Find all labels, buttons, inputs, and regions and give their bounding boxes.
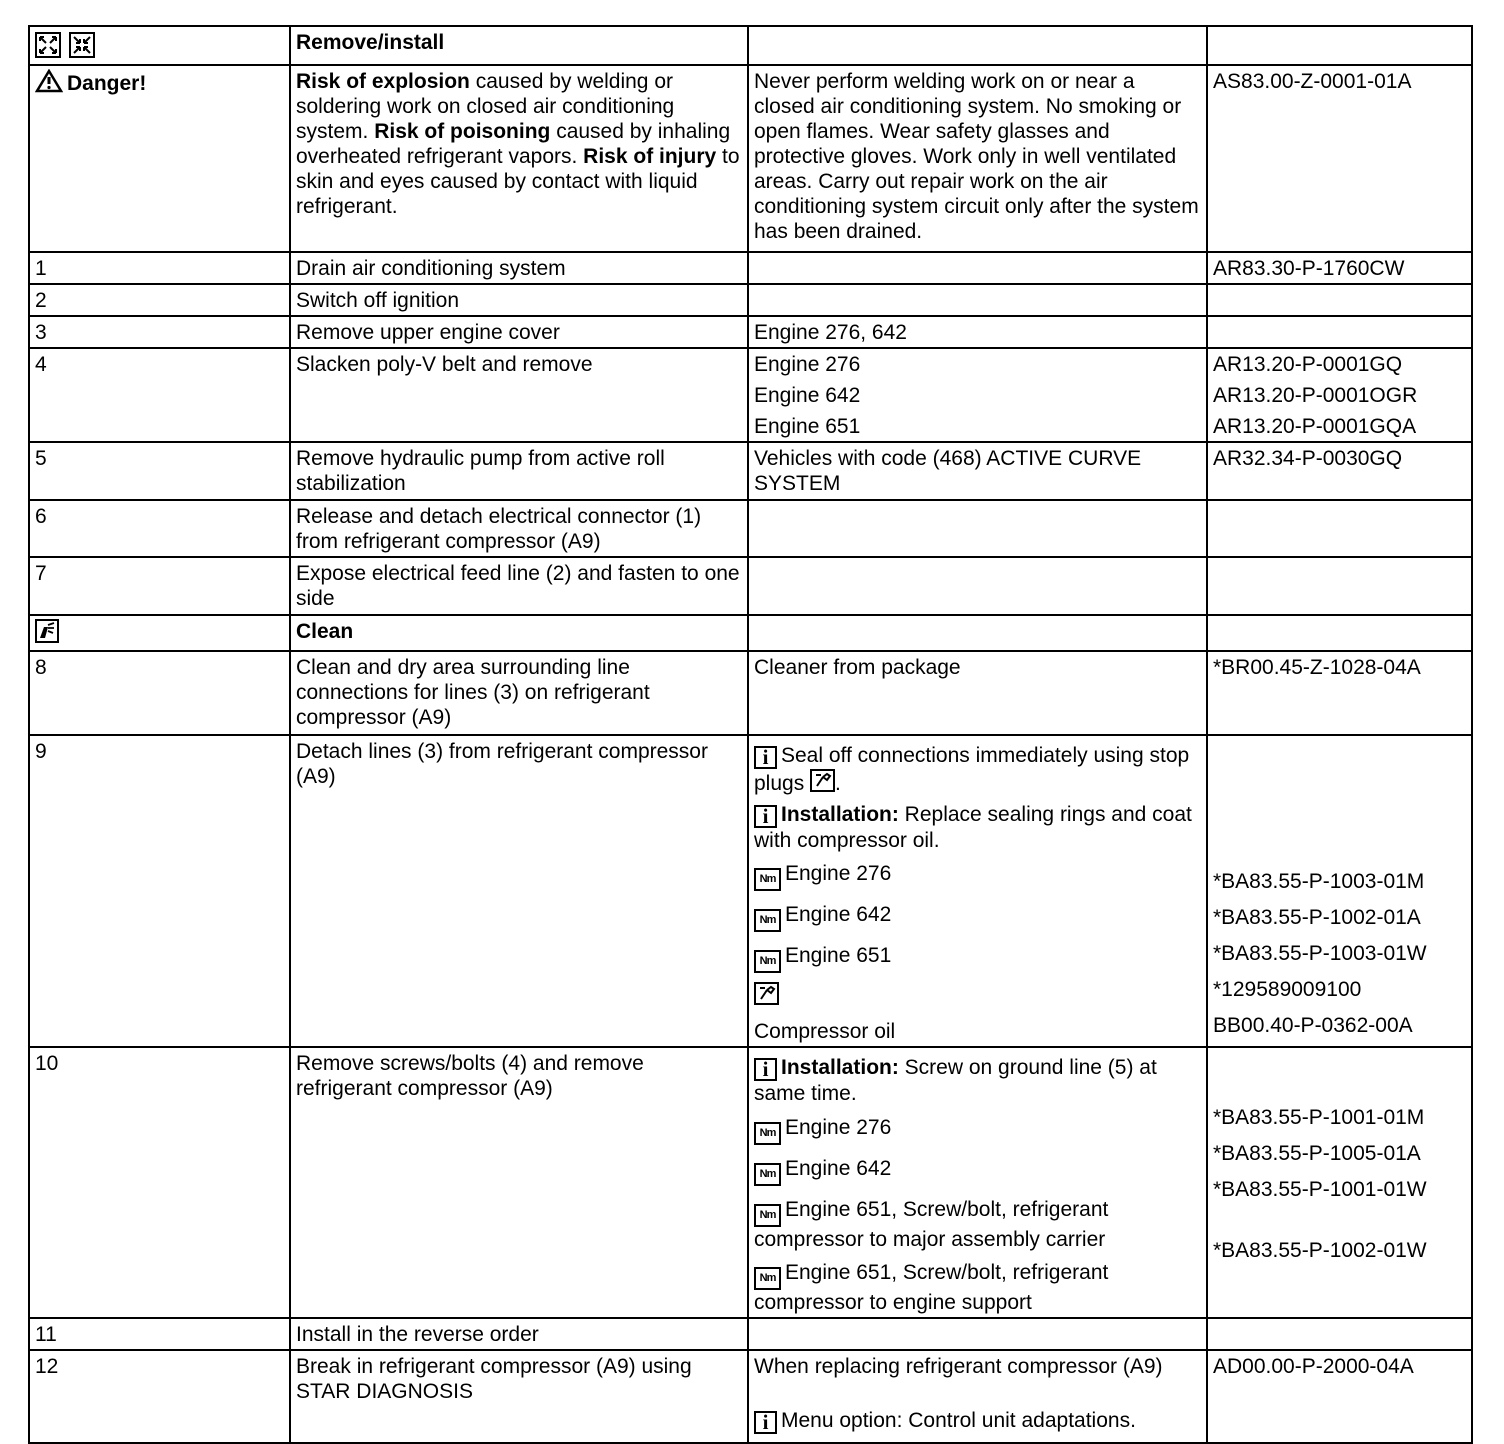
installation-label: Installation:: [781, 803, 899, 826]
step-note: Compressor oil: [754, 1020, 896, 1043]
doc-reference: AR83.30-P-1760CW: [1213, 257, 1405, 280]
info-text: Replace sealing rings and coat with compressor oil.: [754, 803, 1192, 852]
torque-note: Engine 642: [785, 903, 892, 926]
info-icon: i: [754, 805, 777, 828]
step-number: 3: [35, 321, 47, 344]
doc-reference: AR13.20-P-0001GQ: [1213, 353, 1403, 376]
step-text: Drain air conditioning system: [296, 257, 566, 280]
doc-reference: *129589009100: [1213, 978, 1362, 1001]
step-text: Detach lines (3) from refrigerant compressor (A9): [296, 740, 708, 788]
torque-icon: Nm: [754, 1122, 781, 1145]
doc-reference: *BA83.55-P-1001-01W: [1213, 1178, 1427, 1201]
info-icon: i: [754, 1058, 777, 1081]
step-number: 12: [35, 1355, 59, 1378]
torque-note: Engine 651: [785, 944, 892, 967]
step-text: Slacken poly-V belt and remove: [296, 353, 593, 376]
hazard-title: Risk of poisoning: [374, 120, 551, 143]
table-row: [29, 252, 1472, 284]
table-row: [29, 1350, 1472, 1443]
torque-icon: Nm: [754, 1163, 781, 1186]
step-number: 5: [35, 447, 47, 470]
doc-reference: *BA83.55-P-1001-01M: [1213, 1106, 1425, 1129]
step-text: Remove screws/bolts (4) and remove refrigerant compressor (A9): [296, 1052, 644, 1100]
stop-plug-tool-icon: [810, 769, 835, 792]
step-note: Vehicles with code (468) ACTIVE CURVE SYSTEM: [754, 447, 1142, 495]
procedure-table: [28, 25, 1473, 1444]
installation-label: Installation:: [781, 1056, 899, 1079]
doc-reference: AR32.34-P-0030GQ: [1213, 447, 1403, 470]
step-note: When replacing refrigerant compressor (A9): [754, 1355, 1163, 1378]
hazard-text: caused by welding or soldering work on closed air conditioning system.: [296, 70, 675, 143]
doc-reference: AD00.00-P-2000-04A: [1213, 1355, 1414, 1378]
step-note: Engine 276, 642: [754, 321, 907, 344]
table-row: 9 Detach lines (3) from refrigerant compressor (A9) i Seal off connections immediately using stop plugs . i Installation: Replace sealing rings and coat with compressor oil. Nm Engine 276 Nm Engine 642 Nm Engine 651 Compressor oil *BA83.55-P-1003-01M *BA83.55-P-1002-01A *BA83.55-P-1003-01W *129589009100 BB00.40-P-0362-00A: [29, 735, 1472, 1047]
info-text: Seal off connections immediately using stop plugs: [754, 744, 1190, 795]
warning-triangle-icon: [35, 69, 63, 99]
step-text: Remove hydraulic pump from active roll stabilization: [296, 447, 665, 495]
table-row: [29, 1047, 1472, 1318]
danger-measures: Never perform welding work on or near a closed air conditioning system. No smoking or open flames. Wear safety glasses and protective gloves. Work only in well ventilated areas. Carry out repair work on the air conditioning system circuit only after the system has been drained.: [754, 70, 1199, 243]
doc-reference: AS83.00-Z-0001-01A: [1213, 70, 1412, 93]
danger-row: [29, 65, 1472, 252]
torque-icon: Nm: [754, 868, 781, 891]
doc-reference: BB00.40-P-0362-00A: [1213, 1014, 1413, 1037]
step-text: Clean and dry area surrounding line connections for lines (3) on refrigerant compressor (A9): [296, 656, 650, 729]
doc-reference: AR13.20-P-0001OGR: [1213, 384, 1418, 407]
table-row: [29, 442, 1472, 500]
torque-icon: Nm: [754, 1267, 781, 1290]
step-number: 7: [35, 562, 47, 585]
step-number: 9: [35, 740, 47, 763]
doc-reference: *BA83.55-P-1003-01W: [1213, 942, 1427, 965]
table-row: [29, 348, 1472, 442]
doc-reference: *BA83.55-P-1003-01M: [1213, 870, 1425, 893]
step-text: Break in refrigerant compressor (A9) using STAR DIAGNOSIS: [296, 1355, 692, 1403]
step-number: 4: [35, 353, 47, 376]
step-number: 2: [35, 289, 47, 312]
step-note: Cleaner from package: [754, 656, 961, 679]
torque-note: Engine 651, Screw/bolt, refrigerant compressor to major assembly carrier: [754, 1198, 1109, 1251]
step-text: Expose electrical feed line (2) and fasten to one side: [296, 562, 740, 610]
step-text: Install in the reverse order: [296, 1323, 539, 1346]
table-row: [29, 1318, 1472, 1350]
table-row: [29, 316, 1472, 348]
step-note: Engine 651: [754, 415, 861, 438]
danger-label: Danger!: [67, 72, 147, 95]
clean-icon: [35, 619, 59, 643]
step-number: 8: [35, 656, 47, 679]
table-row: [29, 500, 1472, 557]
table-row: [29, 615, 1472, 651]
step-text: Release and detach electrical connector (1) from refrigerant compressor (A9): [296, 505, 702, 553]
hazard-title: Risk of injury: [583, 145, 717, 168]
step-number: 10: [35, 1052, 59, 1075]
torque-icon: Nm: [754, 1204, 781, 1227]
table-row: [29, 284, 1472, 316]
info-icon: i: [754, 1411, 777, 1434]
torque-note: Engine 276: [785, 862, 892, 885]
doc-reference: *BR00.45-Z-1028-04A: [1213, 656, 1421, 679]
info-text: Menu option: Control unit adaptations.: [781, 1409, 1136, 1432]
special-tool-icon: [754, 982, 779, 1005]
doc-reference: *BA83.55-P-1002-01A: [1213, 906, 1421, 929]
torque-note: Engine 651, Screw/bolt, refrigerant compressor to engine support: [754, 1261, 1109, 1314]
hazard-text: caused by inhaling overheated refrigerant vapors.: [296, 120, 731, 168]
doc-reference: AR13.20-P-0001GQA: [1213, 415, 1417, 438]
torque-note: Engine 276: [785, 1116, 892, 1139]
step-number: 1: [35, 257, 47, 280]
remove-icon: [35, 32, 61, 58]
table-row: [29, 26, 1472, 65]
torque-icon: Nm: [754, 950, 781, 973]
section-title: Remove/install: [296, 31, 445, 54]
table-row: [29, 557, 1472, 615]
info-icon: i: [754, 746, 777, 769]
table-row: [29, 651, 1472, 735]
step-number: 11: [35, 1323, 57, 1346]
torque-icon: Nm: [754, 909, 781, 932]
info-text: Screw on ground line (5) at same time.: [754, 1056, 1157, 1105]
step-number: 6: [35, 505, 47, 528]
step-note: Engine 642: [754, 384, 861, 407]
doc-reference: *BA83.55-P-1005-01A: [1213, 1142, 1421, 1165]
hazard-text: to skin and eyes caused by contact with liquid refrigerant.: [296, 145, 740, 218]
step-text: Switch off ignition: [296, 289, 460, 312]
install-icon: [69, 32, 95, 58]
section-title: Clean: [296, 620, 354, 643]
doc-reference: *BA83.55-P-1002-01W: [1213, 1239, 1427, 1262]
step-text: Remove upper engine cover: [296, 321, 560, 344]
torque-note: Engine 642: [785, 1157, 892, 1180]
hazard-title: Risk of explosion: [296, 70, 470, 93]
step-note: Engine 276: [754, 353, 861, 376]
